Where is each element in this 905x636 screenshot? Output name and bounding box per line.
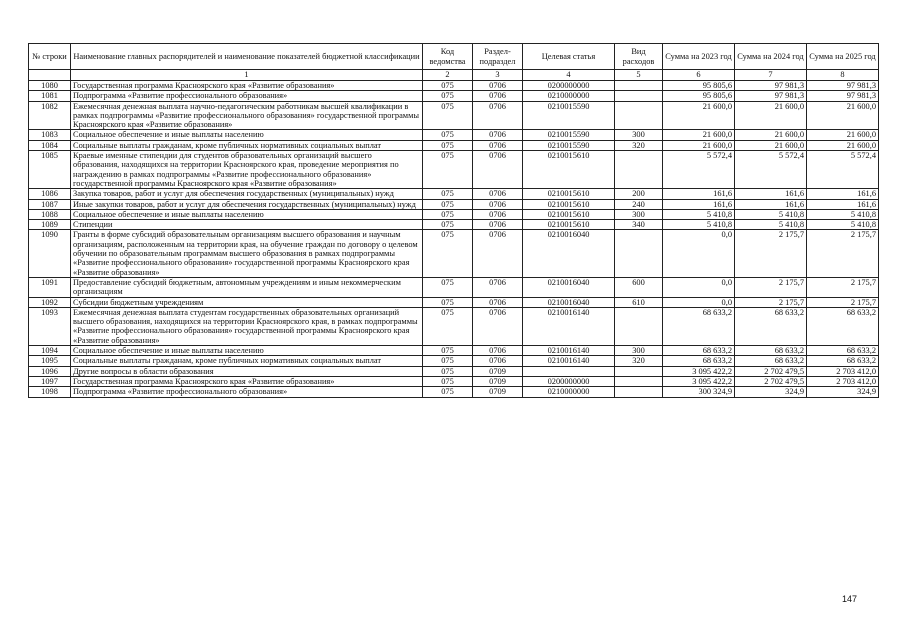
row-ved-code: 075 <box>423 376 473 386</box>
row-target-article: 0210016140 <box>523 307 615 345</box>
row-target-article: 0210015610 <box>523 220 615 230</box>
row-sum-2023: 68 633,2 <box>663 356 735 366</box>
column-number: 8 <box>807 70 879 81</box>
row-target-article <box>523 366 615 376</box>
row-number: 1096 <box>29 366 71 376</box>
table-row <box>29 151 879 189</box>
row-number: 1084 <box>29 140 71 150</box>
column-number: 5 <box>615 70 663 81</box>
row-sum-2025: 21 600,0 <box>807 101 879 130</box>
column-number: 3 <box>473 70 523 81</box>
table-row <box>29 346 879 356</box>
row-ved-code: 075 <box>423 220 473 230</box>
row-number: 1086 <box>29 189 71 199</box>
row-section-code: 0709 <box>473 366 523 376</box>
row-sum-2025: 5 572,4 <box>807 151 879 189</box>
table-body <box>29 81 879 398</box>
row-section-code: 0706 <box>473 101 523 130</box>
row-name: Субсидии бюджетным учреждениям <box>71 297 423 307</box>
row-sum-2025: 68 633,2 <box>807 307 879 345</box>
row-target-article: 0210016140 <box>523 356 615 366</box>
row-sum-2025: 2 175,7 <box>807 230 879 277</box>
row-expense-type <box>615 151 663 189</box>
row-expense-type: 300 <box>615 209 663 219</box>
row-expense-type: 300 <box>615 346 663 356</box>
row-ved-code: 075 <box>423 346 473 356</box>
row-name: Государственная программа Красноярского края «Развитие образования» <box>71 81 423 91</box>
row-ved-code: 075 <box>423 140 473 150</box>
row-sum-2025: 2 175,7 <box>807 277 879 297</box>
header-vr: Вид расходов <box>615 44 663 70</box>
row-sum-2025: 2 703 412,0 <box>807 366 879 376</box>
row-sum-2023: 0,0 <box>663 277 735 297</box>
row-sum-2025: 161,6 <box>807 189 879 199</box>
row-expense-type: 340 <box>615 220 663 230</box>
row-section-code: 0709 <box>473 376 523 386</box>
header-s2024: Сумма на 2024 год <box>735 44 807 70</box>
row-sum-2025: 68 633,2 <box>807 346 879 356</box>
row-section-code: 0706 <box>473 81 523 91</box>
row-expense-type <box>615 230 663 277</box>
row-target-article: 0210016140 <box>523 346 615 356</box>
row-ved-code: 075 <box>423 366 473 376</box>
row-sum-2025: 2 175,7 <box>807 297 879 307</box>
row-sum-2024: 5 572,4 <box>735 151 807 189</box>
table-row <box>29 297 879 307</box>
row-sum-2023: 3 095 422,2 <box>663 366 735 376</box>
row-target-article: 0210015590 <box>523 140 615 150</box>
column-number: 7 <box>735 70 807 81</box>
row-sum-2025: 324,9 <box>807 387 879 397</box>
row-name: Гранты в форме субсидий образовательным организациям высшего образования и научным организациям, расположенным на территории края, на обучение граждан по договору о целевом обучении по образовательным программам высшего образования в рамках подпрограммы «Развитие профессионального образования» государственной программы Красноярского края «Развитие образования» <box>71 230 423 277</box>
row-number: 1085 <box>29 151 71 189</box>
row-expense-type: 320 <box>615 140 663 150</box>
row-number: 1091 <box>29 277 71 297</box>
row-number: 1093 <box>29 307 71 345</box>
row-sum-2025: 21 600,0 <box>807 140 879 150</box>
table-row <box>29 307 879 345</box>
row-sum-2025: 161,6 <box>807 199 879 209</box>
row-sum-2024: 2 175,7 <box>735 230 807 277</box>
row-number: 1080 <box>29 81 71 91</box>
row-sum-2024: 2 702 479,5 <box>735 366 807 376</box>
row-target-article: 0210015610 <box>523 151 615 189</box>
row-number: 1098 <box>29 387 71 397</box>
row-number: 1089 <box>29 220 71 230</box>
row-sum-2024: 2 175,7 <box>735 297 807 307</box>
row-section-code: 0706 <box>473 297 523 307</box>
row-expense-type: 240 <box>615 199 663 209</box>
table-row <box>29 366 879 376</box>
row-section-code: 0706 <box>473 209 523 219</box>
table-row <box>29 387 879 397</box>
row-expense-type <box>615 81 663 91</box>
row-ved-code: 075 <box>423 387 473 397</box>
row-name: Социальные выплаты гражданам, кроме публичных нормативных социальных выплат <box>71 356 423 366</box>
table-row <box>29 91 879 101</box>
row-sum-2023: 68 633,2 <box>663 346 735 356</box>
row-section-code: 0706 <box>473 230 523 277</box>
row-section-code: 0709 <box>473 387 523 397</box>
row-number: 1092 <box>29 297 71 307</box>
row-sum-2025: 21 600,0 <box>807 130 879 140</box>
row-section-code: 0706 <box>473 199 523 209</box>
table-row <box>29 277 879 297</box>
row-sum-2023: 5 572,4 <box>663 151 735 189</box>
row-target-article: 0210015610 <box>523 209 615 219</box>
column-number-row <box>29 70 879 81</box>
row-sum-2024: 21 600,0 <box>735 101 807 130</box>
row-sum-2024: 5 410,8 <box>735 209 807 219</box>
budget-table <box>28 43 879 398</box>
column-number: 2 <box>423 70 473 81</box>
row-ved-code: 075 <box>423 151 473 189</box>
row-target-article: 0210015610 <box>523 189 615 199</box>
row-number: 1094 <box>29 346 71 356</box>
row-number: 1082 <box>29 101 71 130</box>
table-row <box>29 189 879 199</box>
row-expense-type <box>615 101 663 130</box>
row-expense-type: 600 <box>615 277 663 297</box>
header-s2025: Сумма на 2025 год <box>807 44 879 70</box>
row-sum-2023: 3 095 422,2 <box>663 376 735 386</box>
row-expense-type: 320 <box>615 356 663 366</box>
row-target-article: 0210016040 <box>523 230 615 277</box>
row-sum-2025: 5 410,8 <box>807 220 879 230</box>
row-name: Социальное обеспечение и иные выплаты населению <box>71 130 423 140</box>
row-section-code: 0706 <box>473 346 523 356</box>
row-number: 1097 <box>29 376 71 386</box>
row-ved-code: 075 <box>423 199 473 209</box>
row-sum-2023: 95 805,6 <box>663 81 735 91</box>
column-number: 1 <box>71 70 423 81</box>
row-ved-code: 075 <box>423 101 473 130</box>
row-target-article: 0210016040 <box>523 277 615 297</box>
row-expense-type: 300 <box>615 130 663 140</box>
row-sum-2023: 0,0 <box>663 230 735 277</box>
row-sum-2023: 5 410,8 <box>663 220 735 230</box>
row-sum-2023: 0,0 <box>663 297 735 307</box>
table-row <box>29 140 879 150</box>
row-sum-2024: 21 600,0 <box>735 130 807 140</box>
row-name: Иные закупки товаров, работ и услуг для обеспечения государственных (муниципальных) нужд <box>71 199 423 209</box>
row-section-code: 0706 <box>473 189 523 199</box>
row-sum-2025: 5 410,8 <box>807 209 879 219</box>
row-sum-2024: 97 981,3 <box>735 81 807 91</box>
row-ved-code: 075 <box>423 91 473 101</box>
row-sum-2024: 21 600,0 <box>735 140 807 150</box>
row-number: 1081 <box>29 91 71 101</box>
row-sum-2023: 21 600,0 <box>663 130 735 140</box>
table-row <box>29 81 879 91</box>
row-sum-2024: 2 175,7 <box>735 277 807 297</box>
row-ved-code: 075 <box>423 230 473 277</box>
table-row <box>29 130 879 140</box>
budget-table-page <box>28 43 878 398</box>
row-sum-2023: 161,6 <box>663 199 735 209</box>
row-sum-2023: 21 600,0 <box>663 140 735 150</box>
row-sum-2025: 97 981,3 <box>807 81 879 91</box>
row-name: Краевые именные стипендии для студентов образовательных организаций высшего образования, находящихся на территории Красноярского края, проведение мероприятия по награждению в рамках подпрограммы «Развитие профессионального образования» государственной программы Красноярского края «Развитие образования» <box>71 151 423 189</box>
row-name: Государственная программа Красноярского края «Развитие образования» <box>71 376 423 386</box>
row-number: 1083 <box>29 130 71 140</box>
table-row <box>29 356 879 366</box>
row-expense-type <box>615 307 663 345</box>
row-ved-code: 075 <box>423 130 473 140</box>
row-ved-code: 075 <box>423 297 473 307</box>
row-name: Социальное обеспечение и иные выплаты населению <box>71 346 423 356</box>
row-sum-2023: 21 600,0 <box>663 101 735 130</box>
column-number: 6 <box>663 70 735 81</box>
row-expense-type <box>615 91 663 101</box>
table-row <box>29 101 879 130</box>
row-name: Ежемесячная денежная выплата студентам государственных образовательных организаций высшего образования, находящихся на территории Красноярского края, в рамках подпрограммы «Развитие профессионального образования» государственной программы Красноярского края «Развитие образования» <box>71 307 423 345</box>
row-ved-code: 075 <box>423 356 473 366</box>
header-row <box>29 44 879 70</box>
row-section-code: 0706 <box>473 356 523 366</box>
row-target-article: 0210016040 <box>523 297 615 307</box>
row-sum-2025: 68 633,2 <box>807 356 879 366</box>
row-target-article: 0210000000 <box>523 91 615 101</box>
header-cs: Целевая статья <box>523 44 615 70</box>
row-ved-code: 075 <box>423 81 473 91</box>
row-sum-2024: 161,6 <box>735 189 807 199</box>
row-sum-2024: 324,9 <box>735 387 807 397</box>
row-sum-2024: 68 633,2 <box>735 307 807 345</box>
row-expense-type <box>615 387 663 397</box>
table-row <box>29 209 879 219</box>
table-row <box>29 220 879 230</box>
row-name: Стипендии <box>71 220 423 230</box>
row-target-article: 0210015610 <box>523 199 615 209</box>
row-name: Социальные выплаты гражданам, кроме публичных нормативных социальных выплат <box>71 140 423 150</box>
header-razd: Раздел-подраздел <box>473 44 523 70</box>
row-name: Ежемесячная денежная выплата научно-педагогическим работникам высшей квалификации в рамках подпрограммы «Развитие профессионального образования» государственной программы Красноярского края «Развитие образования» <box>71 101 423 130</box>
row-target-article: 0200000000 <box>523 376 615 386</box>
row-target-article: 0210015590 <box>523 101 615 130</box>
table-row <box>29 376 879 386</box>
row-expense-type <box>615 376 663 386</box>
row-number: 1095 <box>29 356 71 366</box>
row-sum-2024: 68 633,2 <box>735 356 807 366</box>
row-name: Закупка товаров, работ и услуг для обеспечения государственных (муниципальных) нужд <box>71 189 423 199</box>
row-sum-2025: 2 703 412,0 <box>807 376 879 386</box>
row-section-code: 0706 <box>473 140 523 150</box>
row-section-code: 0706 <box>473 151 523 189</box>
row-name: Подпрограмма «Развитие профессионального образования» <box>71 91 423 101</box>
row-target-article: 0200000000 <box>523 81 615 91</box>
row-name: Другие вопросы в области образования <box>71 366 423 376</box>
header-ved: Код ведомства <box>423 44 473 70</box>
row-sum-2024: 5 410,8 <box>735 220 807 230</box>
column-number: 4 <box>523 70 615 81</box>
page-number: 147 <box>842 594 858 604</box>
row-ved-code: 075 <box>423 307 473 345</box>
row-number: 1087 <box>29 199 71 209</box>
row-section-code: 0706 <box>473 91 523 101</box>
row-section-code: 0706 <box>473 220 523 230</box>
table-row <box>29 199 879 209</box>
row-sum-2023: 68 633,2 <box>663 307 735 345</box>
row-sum-2023: 95 805,6 <box>663 91 735 101</box>
row-ved-code: 075 <box>423 189 473 199</box>
row-sum-2024: 68 633,2 <box>735 346 807 356</box>
row-target-article: 0210000000 <box>523 387 615 397</box>
row-name: Предоставление субсидий бюджетным, автономным учреждениям и иным некоммерческим организациям <box>71 277 423 297</box>
row-number: 1090 <box>29 230 71 277</box>
row-section-code: 0706 <box>473 277 523 297</box>
row-expense-type: 200 <box>615 189 663 199</box>
row-sum-2024: 161,6 <box>735 199 807 209</box>
row-ved-code: 075 <box>423 209 473 219</box>
column-number <box>29 70 71 81</box>
row-section-code: 0706 <box>473 130 523 140</box>
row-name: Подпрограмма «Развитие профессионального образования» <box>71 387 423 397</box>
row-sum-2025: 97 981,3 <box>807 91 879 101</box>
header-name: Наименование главных распорядителей и наименование показателей бюджетной классификации <box>71 44 423 70</box>
row-sum-2023: 5 410,8 <box>663 209 735 219</box>
row-expense-type <box>615 366 663 376</box>
header-num: № строки <box>29 44 71 70</box>
row-section-code: 0706 <box>473 307 523 345</box>
row-sum-2023: 161,6 <box>663 189 735 199</box>
row-ved-code: 075 <box>423 277 473 297</box>
row-sum-2024: 97 981,3 <box>735 91 807 101</box>
row-name: Социальное обеспечение и иные выплаты населению <box>71 209 423 219</box>
row-sum-2023: 300 324,9 <box>663 387 735 397</box>
row-number: 1088 <box>29 209 71 219</box>
table-row <box>29 230 879 277</box>
row-expense-type: 610 <box>615 297 663 307</box>
row-target-article: 0210015590 <box>523 130 615 140</box>
header-s2023: Сумма на 2023 год <box>663 44 735 70</box>
row-sum-2024: 2 702 479,5 <box>735 376 807 386</box>
